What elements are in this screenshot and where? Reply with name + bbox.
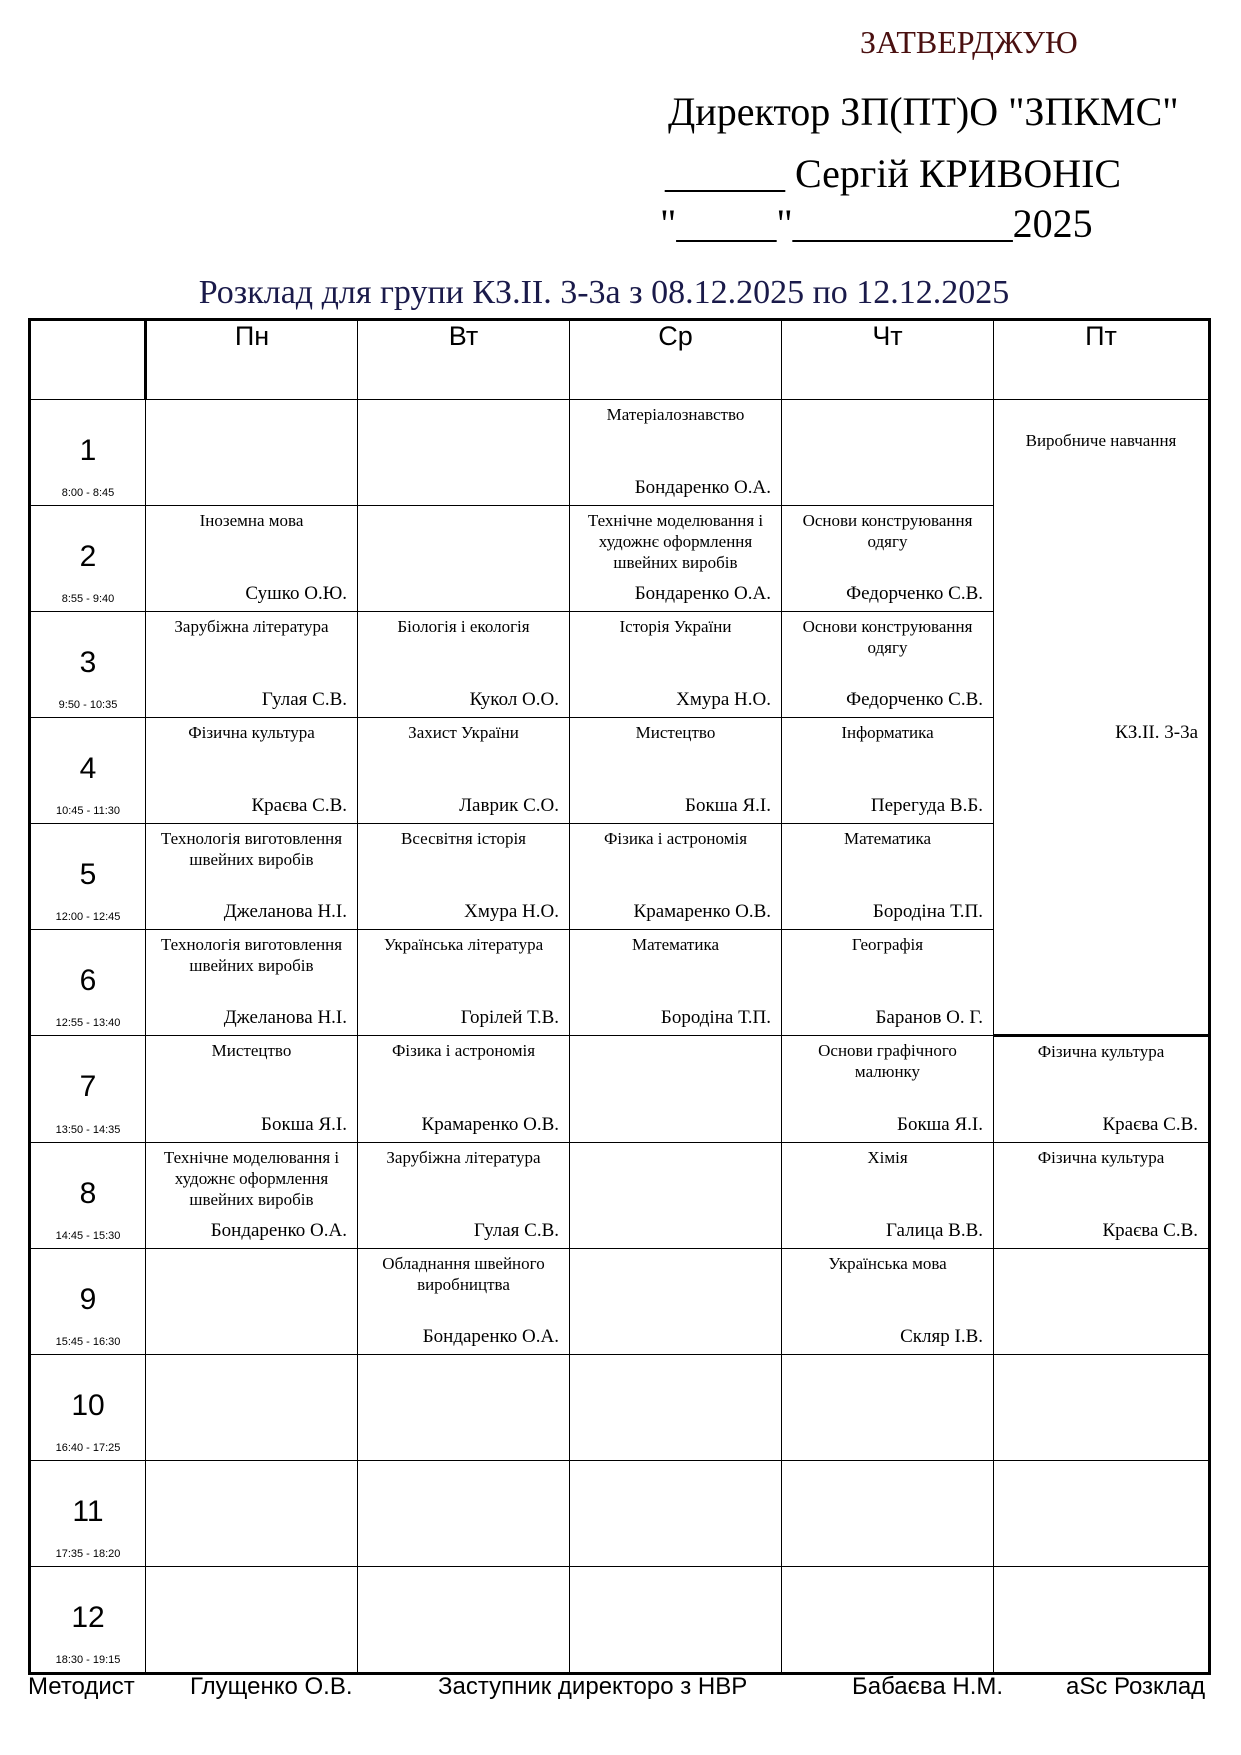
- lesson-subject: Математика: [843, 829, 932, 848]
- lesson-subject: Фізика і астрономія: [603, 829, 748, 848]
- lesson-teacher: Бондаренко О.А.: [634, 583, 771, 604]
- period-label: [30, 824, 146, 930]
- period-row: [30, 1461, 1210, 1567]
- period-row: [30, 1249, 1210, 1355]
- period-row: [30, 400, 1210, 506]
- day-header-row: [30, 320, 1210, 400]
- lesson-cell: [782, 1461, 994, 1567]
- lesson-teacher: Крамаренко О.В.: [421, 1114, 559, 1135]
- period-label: [30, 930, 146, 1036]
- period-time: 16:40 - 17:25: [55, 1442, 121, 1454]
- period-time: 15:45 - 16:30: [55, 1336, 121, 1348]
- lesson-cell: [782, 930, 994, 1036]
- lesson-cell: [570, 1355, 782, 1461]
- lesson-cell-friday-block: [994, 400, 1210, 1036]
- lesson-subject: Мистецтво: [635, 723, 716, 742]
- period-number: 11: [72, 1495, 104, 1528]
- period-label: [30, 1036, 146, 1143]
- lesson-teacher: Джеланова Н.І.: [223, 901, 347, 922]
- lesson-cell: [146, 612, 358, 718]
- lesson-teacher: Хмура Н.О.: [464, 901, 559, 922]
- lesson-cell: [994, 1143, 1210, 1249]
- lesson-cell: [358, 1143, 570, 1249]
- lesson-teacher: Федорченко С.В.: [846, 689, 983, 710]
- lesson-cell: [782, 400, 994, 506]
- lesson-teacher: Гулая С.В.: [473, 1220, 559, 1241]
- lesson-subject: Фізична культура: [1037, 1148, 1165, 1167]
- lesson-cell: [994, 1355, 1210, 1461]
- lesson-subject: Біологія і екологія: [397, 617, 530, 636]
- lesson-cell: [782, 1036, 994, 1143]
- lesson-cell: [146, 506, 358, 612]
- period-time: 12:55 - 13:40: [55, 1017, 121, 1029]
- period-time: 14:45 - 15:30: [55, 1230, 121, 1242]
- lesson-teacher: Краєва С.В.: [1102, 1114, 1198, 1135]
- lesson-subject: Технологія виготовлення швейних виробів: [160, 935, 343, 975]
- lesson-cell: [146, 1461, 358, 1567]
- period-label: [30, 1461, 146, 1567]
- lesson-cell: [146, 1036, 358, 1143]
- day-header-wed: Ср: [570, 320, 782, 400]
- lesson-subject: Технічне моделювання і художнє оформлення швейних виробів: [587, 511, 764, 572]
- period-time: 8:55 - 9:40: [61, 593, 115, 605]
- period-time: 12:00 - 12:45: [55, 911, 121, 923]
- lesson-subject: Технічне моделювання і художнє оформлення швейних виробів: [163, 1148, 340, 1209]
- lesson-subject: Хімія: [867, 1148, 908, 1167]
- period-row: [30, 1143, 1210, 1249]
- approval-date-line: "_____"___________2025: [660, 201, 1093, 246]
- footer-software: aSc Розклад: [1066, 1673, 1206, 1700]
- approval-stamp-heading: ЗАТВЕРДЖУЮ: [860, 24, 1078, 60]
- lesson-subject: Всесвітня історія: [401, 829, 526, 848]
- lesson-subject: Історія України: [619, 617, 732, 636]
- period-label: [30, 612, 146, 718]
- period-number: 12: [71, 1601, 105, 1634]
- period-number: 7: [79, 1070, 97, 1103]
- lesson-teacher: Краєва С.В.: [1102, 1220, 1198, 1241]
- period-label: [30, 400, 146, 506]
- lesson-cell: [358, 718, 570, 824]
- period-number: 6: [79, 964, 97, 997]
- period-label: [30, 1355, 146, 1461]
- period-label: [30, 1249, 146, 1355]
- director-title: Директор ЗП(ПТ)О "ЗПКМС": [668, 89, 1179, 134]
- lesson-cell: [570, 1249, 782, 1355]
- period-number: 10: [71, 1389, 105, 1422]
- lesson-cell: [146, 1355, 358, 1461]
- lesson-subject: Виробниче навчання: [1025, 431, 1177, 450]
- lesson-cell: [570, 1036, 782, 1143]
- lesson-cell: [146, 1143, 358, 1249]
- period-time: 17:35 - 18:20: [55, 1548, 121, 1560]
- day-header-thu: Чт: [782, 320, 994, 400]
- period-number: 9: [79, 1283, 97, 1316]
- lesson-subject: Фізика і астрономія: [391, 1041, 536, 1060]
- lesson-cell: [570, 1567, 782, 1674]
- lesson-subject: Українська література: [383, 935, 544, 954]
- lesson-cell: [146, 400, 358, 506]
- lesson-subject: Фізична культура: [1037, 1042, 1165, 1061]
- lesson-cell: [358, 1461, 570, 1567]
- lesson-cell: [358, 824, 570, 930]
- lesson-subject: Українська мова: [828, 1254, 947, 1273]
- lesson-cell: [358, 506, 570, 612]
- lesson-cell: [358, 400, 570, 506]
- lesson-teacher: Галица В.В.: [886, 1220, 983, 1241]
- period-label: [30, 506, 146, 612]
- period-label: [30, 1143, 146, 1249]
- lesson-cell: [994, 1249, 1210, 1355]
- lesson-teacher: Крамаренко О.В.: [633, 901, 771, 922]
- lesson-teacher: Джеланова Н.І.: [223, 1007, 347, 1028]
- lesson-subject: Основи конструювання одягу: [802, 511, 973, 551]
- lesson-subject: Зарубіжна література: [174, 617, 329, 636]
- period-time: 13:50 - 14:35: [55, 1124, 121, 1136]
- period-number: 1: [79, 434, 97, 467]
- footer-methodist-label: Методист: [28, 1673, 135, 1700]
- lesson-teacher: Горілей Т.В.: [460, 1007, 559, 1028]
- lesson-teacher: Бондаренко О.А.: [422, 1326, 559, 1347]
- lesson-cell: [570, 1143, 782, 1249]
- lesson-cell: [782, 824, 994, 930]
- lesson-cell: [358, 930, 570, 1036]
- period-label: [30, 718, 146, 824]
- lesson-teacher: Бородіна Т.П.: [660, 1007, 771, 1028]
- schedule-table: [28, 318, 1211, 1675]
- period-time: 10:45 - 11:30: [55, 805, 120, 817]
- lesson-group: КЗ.ІІ. 3-3а: [1115, 722, 1198, 743]
- lesson-teacher: Перегуда В.Б.: [870, 795, 983, 816]
- lesson-cell: [782, 612, 994, 718]
- lesson-cell: [994, 1036, 1210, 1143]
- lesson-teacher: Хмура Н.О.: [676, 689, 771, 710]
- period-row: [30, 1355, 1210, 1461]
- period-time: 9:50 - 10:35: [58, 699, 118, 711]
- lesson-subject: Інформатика: [841, 723, 934, 742]
- page-title: Розклад для групи КЗ.ІІ. 3-3а з 08.12.2025 по 12.12.2025: [198, 274, 1010, 311]
- lesson-teacher: Бокша Я.І.: [685, 795, 771, 816]
- lesson-subject: Зарубіжна література: [386, 1148, 541, 1167]
- lesson-teacher: Бондаренко О.А.: [210, 1220, 347, 1241]
- lesson-teacher: Краєва С.В.: [251, 795, 347, 816]
- lesson-subject: Фізична культура: [188, 723, 315, 742]
- lesson-teacher: Кукол О.О.: [469, 689, 559, 710]
- lesson-cell: [358, 1355, 570, 1461]
- lesson-cell: [570, 506, 782, 612]
- lesson-subject: Географія: [851, 935, 924, 954]
- director-signature-line: ______ Сергій КРИВОНІС: [665, 151, 1122, 196]
- lesson-cell: [570, 718, 782, 824]
- lesson-teacher: Скляр І.В.: [900, 1326, 983, 1347]
- footer-deputy-name: Бабаєва Н.М.: [852, 1673, 1004, 1700]
- lesson-teacher: Бокша Я.І.: [261, 1114, 347, 1135]
- lesson-teacher: Бондаренко О.А.: [634, 477, 771, 498]
- lesson-subject: Обладнання швейного виробництва: [382, 1254, 545, 1294]
- lesson-cell: [146, 930, 358, 1036]
- lesson-subject: Матеріалознавство: [606, 405, 745, 424]
- lesson-cell: [146, 1249, 358, 1355]
- day-header-mon: Пн: [146, 320, 358, 400]
- lesson-cell: [782, 1249, 994, 1355]
- period-number: 8: [79, 1177, 97, 1210]
- lesson-teacher: Баранов О. Г.: [875, 1007, 983, 1028]
- period-number: 5: [79, 858, 97, 891]
- lesson-cell: [782, 1355, 994, 1461]
- day-header-tue: Вт: [358, 320, 570, 400]
- period-time: 8:00 - 8:45: [61, 487, 115, 499]
- lesson-teacher: Бокша Я.І.: [897, 1114, 983, 1135]
- period-number: 2: [79, 540, 97, 573]
- period-label: [30, 1567, 146, 1674]
- lesson-subject: Основи конструювання одягу: [802, 617, 973, 657]
- lesson-cell: [994, 1461, 1210, 1567]
- lesson-cell: [358, 1567, 570, 1674]
- lesson-teacher: Лаврик С.О.: [459, 795, 559, 816]
- lesson-subject: Основи графічного малюнку: [818, 1041, 957, 1081]
- day-header-fri: Пт: [994, 320, 1210, 400]
- lesson-subject: Мистецтво: [211, 1041, 292, 1060]
- period-number: 4: [79, 752, 97, 785]
- period-number: 3: [79, 646, 97, 679]
- footer-methodist-name: Глущенко О.В.: [190, 1673, 353, 1700]
- lesson-cell: [782, 1567, 994, 1674]
- lesson-subject: Іноземна мова: [199, 511, 304, 530]
- lesson-cell: [146, 1567, 358, 1674]
- lesson-cell: [570, 930, 782, 1036]
- lesson-teacher: Гулая С.В.: [261, 689, 347, 710]
- lesson-cell: [570, 400, 782, 506]
- lesson-cell: [146, 718, 358, 824]
- lesson-cell: [782, 1143, 994, 1249]
- lesson-cell: [570, 1461, 782, 1567]
- lesson-cell: [782, 718, 994, 824]
- period-time: 18:30 - 19:15: [55, 1654, 121, 1666]
- lesson-teacher: Сушко О.Ю.: [245, 583, 347, 604]
- lesson-subject: Технологія виготовлення швейних виробів: [160, 829, 343, 869]
- lesson-teacher: Федорченко С.В.: [846, 583, 983, 604]
- corner-cell: [30, 320, 146, 400]
- lesson-cell: [358, 1249, 570, 1355]
- lesson-cell: [146, 824, 358, 930]
- lesson-cell: [358, 1036, 570, 1143]
- lesson-subject: Захист України: [408, 723, 519, 742]
- footer-deputy-label: Заступник директоро з НВР: [438, 1673, 748, 1700]
- lesson-cell: [994, 1567, 1210, 1674]
- period-row: [30, 1036, 1210, 1143]
- lesson-cell: [358, 612, 570, 718]
- lesson-subject: Математика: [631, 935, 720, 954]
- lesson-teacher: Бородіна Т.П.: [872, 901, 983, 922]
- lesson-cell: [782, 506, 994, 612]
- lesson-cell: [570, 612, 782, 718]
- lesson-cell: [570, 824, 782, 930]
- period-row: [30, 1567, 1210, 1674]
